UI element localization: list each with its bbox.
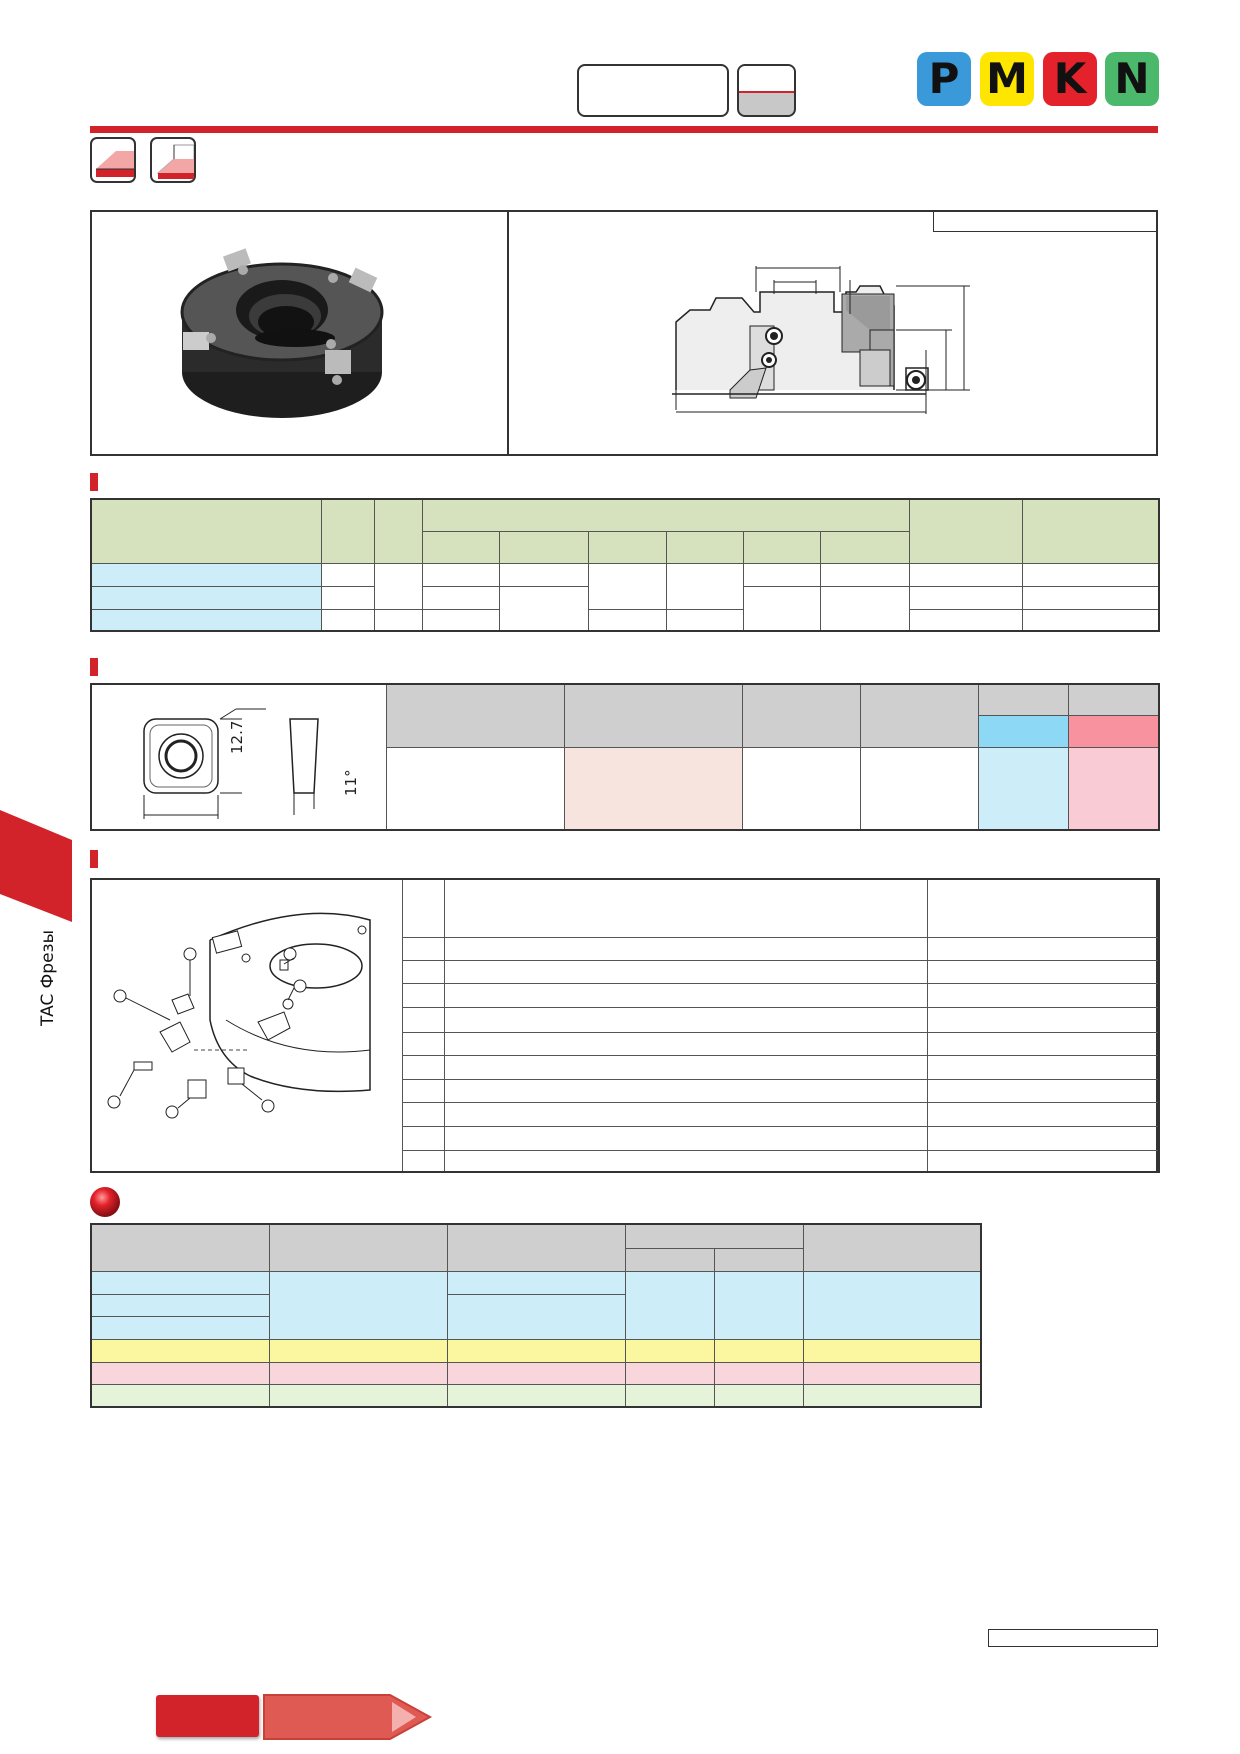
section-marker-3 [90,850,98,868]
header-box-2 [737,64,796,117]
header-box-1 [577,64,729,117]
material-m-badge: M [980,52,1034,106]
footer-page-box [988,1629,1158,1647]
insert-grades-table [386,683,1160,831]
cutting-conditions-table [90,1223,982,1408]
drawing-caption-box [933,210,1158,232]
material-n-badge: N [1105,52,1159,106]
material-p-badge: P [917,52,971,106]
insert-size-label: 12.7 [228,720,246,754]
section-marker-2 [90,658,98,676]
nav-next-button[interactable] [262,1692,434,1742]
frame-divider [507,210,509,456]
side-tab-shape [0,810,72,922]
header-rule [90,126,1158,133]
side-tab-label: TAC Фрезы [38,929,58,1026]
cutter-drawing [670,250,980,420]
insert-drawing [92,685,384,829]
face-milling-icon [90,137,136,183]
shoulder-milling-icon [150,137,196,183]
nav-prev-button[interactable] [156,1695,259,1737]
cutter-photo [165,232,405,432]
spare-parts-table [402,878,1160,1173]
material-k-badge: K [1043,52,1097,106]
holder-specs-table [90,498,1160,632]
insert-angle-label: 11° [342,769,360,796]
red-ball-icon [88,1185,122,1219]
section-marker-1 [90,473,98,491]
exploded-parts-drawing [100,900,400,1150]
